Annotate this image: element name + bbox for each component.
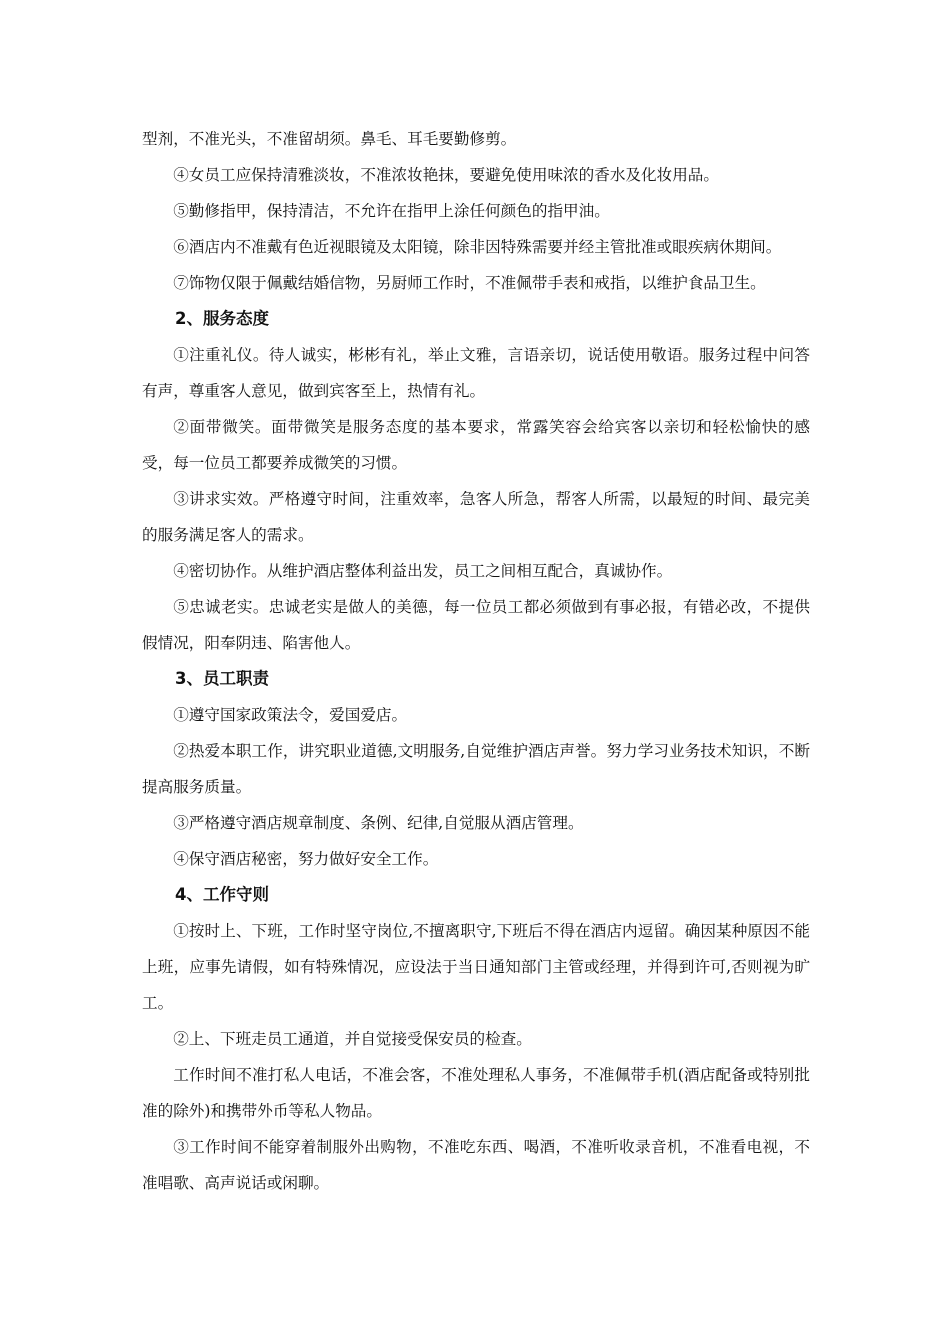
paragraph-grooming-glasses: ⑥酒店内不准戴有色近视眼镜及太阳镜，除非因特殊需要并经主管批准或眼疾病休期间。 — [173, 238, 782, 256]
paragraph-grooming-nails: ⑤勤修指甲，保持清洁，不允许在指甲上涂任何颜色的指甲油。 — [173, 202, 610, 220]
paragraph-attitude-honesty: ⑤忠诚老实。忠诚老实是做人的美德，每一位员工都必须做到有事必报，有错必改，不提供假情况，阳奉阴违、陷害他人。 — [142, 598, 810, 652]
section-heading-work-rules: 4、工作守则 — [175, 885, 269, 904]
paragraph-duties-love-work: ②热爱本职工作，讲究职业道德,文明服务,自觉维护酒店声誉。努力学习业务技术知识，不断提高服务质量。 — [142, 742, 810, 796]
paragraph-grooming-women-makeup: ④女员工应保持清雅淡妆，不准浓妆艳抹，要避免使用味浓的香水及化妆用品。 — [173, 166, 719, 184]
paragraph-duties-confidentiality: ④保守酒店秘密，努力做好安全工作。 — [173, 850, 439, 868]
section-heading-staff-duties: 3、员工职责 — [175, 669, 269, 688]
paragraph-attitude-etiquette: ①注重礼仪。待人诚实，彬彬有礼，举止文雅，言语亲切，说话使用敬语。服务过程中问答有声，尊重客人意见，做到宾客至上，热情有礼。 — [142, 346, 810, 400]
paragraph-rules-punctuality: ①按时上、下班，工作时坚守岗位,不擅离职守,下班后不得在酒店内逗留。确因某种原因不能上班，应事先请假，如有特殊情况，应设法于当日通知部门主管或经理，并得到许可,否则视为旷工。 — [142, 922, 810, 1012]
paragraph-grooming-jewelry: ⑦饰物仅限于佩戴结婚信物，另厨师工作时，不准佩带手表和戒指，以维护食品卫生。 — [173, 274, 766, 292]
section-heading-service-attitude: 2、服务态度 — [175, 309, 269, 328]
paragraph-duties-law: ①遵守国家政策法令，爱国爱店。 — [173, 706, 408, 724]
document-body — [142, 121, 810, 1201]
paragraph-attitude-efficiency: ③讲求实效。严格遵守时间，注重效率，急客人所急，帮客人所需，以最短的时间、最完美的服务满足客人的需求。 — [142, 490, 810, 544]
paragraph-duties-rules: ③严格遵守酒店规章制度、条例、纪律,自觉服从酒店管理。 — [173, 814, 584, 832]
paragraph-rules-uniform-conduct: ③工作时间不能穿着制服外出购物，不准吃东西、喝酒，不准听收录音机，不准看电视，不准唱歌、高声说话或闲聊。 — [142, 1138, 810, 1192]
paragraph-attitude-cooperation: ④密切协作。从维护酒店整体利益出发，员工之间相互配合，真诚协作。 — [173, 562, 673, 580]
paragraph-rules-staff-passage: ②上、下班走员工通道，并自觉接受保安员的检查。 — [173, 1030, 532, 1048]
paragraph-rules-private-matters: 工作时间不准打私人电话，不准会客，不准处理私人事务，不准佩带手机(酒店配备或特别批准的除外)和携带外币等私人物品。 — [142, 1066, 810, 1120]
paragraph-grooming-men-cont: 型剂，不准光头，不准留胡须。鼻毛、耳毛要勤修剪。 — [142, 130, 517, 148]
paragraph-attitude-smile: ②面带微笑。面带微笑是服务态度的基本要求，常露笑容会给宾客以亲切和轻松愉快的感受，每一位员工都要养成微笑的习惯。 — [142, 418, 810, 472]
